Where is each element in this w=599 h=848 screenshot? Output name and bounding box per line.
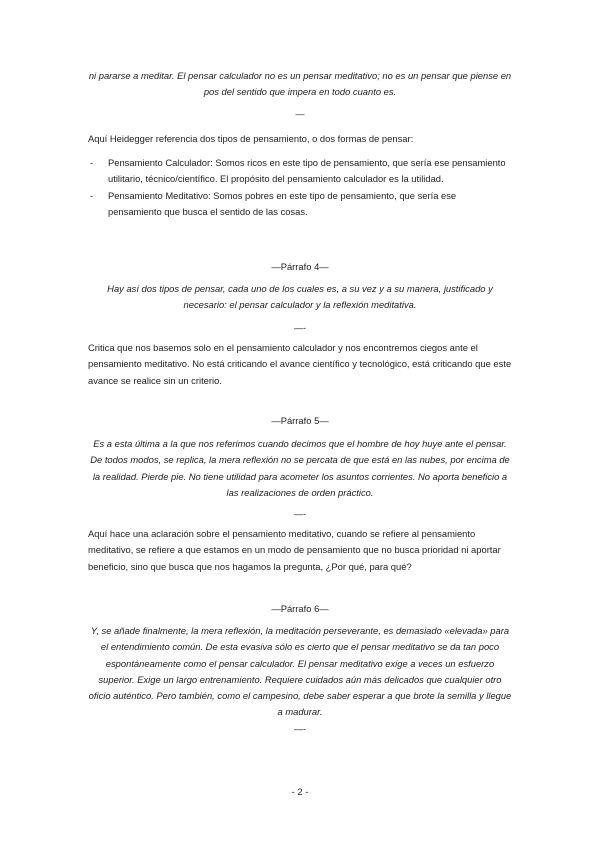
section-quote: Hay así dos tipos de pensar, cada uno de los cuales es, a su vez y a su manera, justificado y necesario: el pensar calculador y la reflexión meditativa.	[107, 283, 493, 311]
list-bullet: -	[90, 157, 94, 168]
separator: —-	[294, 724, 306, 734]
section-heading: —Párrafo 6—	[271, 603, 329, 614]
section-comment: Critica que nos basemos solo en el pensamiento calculador y nos encontremos ciegos ante el pensamiento meditativo. No está criticando el avance científico y tecnológico, está criticando que este avance se realice sin un criterio.	[88, 342, 512, 386]
section-quote: Y, se añade finalmente, la mera reflexión, la meditación perseverante, es demasiado «elevada» para el entendimiento común. De esta evasiva sólo es cierto que el pensar meditativo se da tan poco espontáneamente como el pensar calculador. El pensar meditativo exige a veces un esfuerzo superior. Exige un largo entrenamiento. Requiere cuidados aún más delicados que cualquier otro oficio auténtico. Pero también, como el campesino, debe saber esperar a que brote la semilla y llegue a madurar.	[88, 625, 512, 718]
intro-paragraph: Aquí Heidegger referencia dos tipos de pensamiento, o dos formas de pensar:	[88, 133, 414, 144]
separator: —	[295, 109, 305, 119]
page-number: - 2 -	[291, 786, 309, 797]
section-heading: —Párrafo 5—	[271, 415, 329, 426]
section-quote: Es a esta última a la que nos referimos cuando decimos que el hombre de hoy huye ante el pensar. De todos modos, se replica, la mera reflexión no se percata de que está en las nubes, por encima de la realidad. Pierde pie. No tiene utilidad para acometer los asuntos corrientes. No aporta beneficio a las realizaciones de orden práctico.	[90, 438, 510, 498]
separator: —-	[294, 323, 306, 333]
top-quote: ni pararse a meditar. El pensar calculador no es un pensar meditativo; no es un pensar que piense en pos del sentido que impera en todo cuanto es.	[88, 70, 512, 98]
thinking-types-list	[88, 155, 512, 220]
list-item-text: Pensamiento Meditativo: Somos pobres en este tipo de pensamiento, que sería ese pensamiento que busca el sentido de las cosas.	[108, 189, 457, 217]
separator: —-	[294, 509, 306, 519]
list-item	[88, 155, 512, 188]
list-bullet: -	[90, 189, 94, 201]
list-item-text: Pensamiento Calculador: Somos ricos en este tipo de pensamiento, que sería ese pensamiento utilitario, técnico/científico. El propósito del pensamiento calculador es la utilidad.	[108, 157, 506, 185]
section-heading: —Párrafo 4—	[271, 261, 329, 272]
list-item	[88, 188, 512, 221]
section-comment: Aquí hace una aclaración sobre el pensamiento meditativo, cuando se refiere al pensamiento meditativo, se refiere a que estamos en un modo de pensamiento que no busca prioridad ni aportar beneficio, sino que busca que nos hagamos la pregunta, ¿Por qué, para qué?	[88, 528, 501, 572]
